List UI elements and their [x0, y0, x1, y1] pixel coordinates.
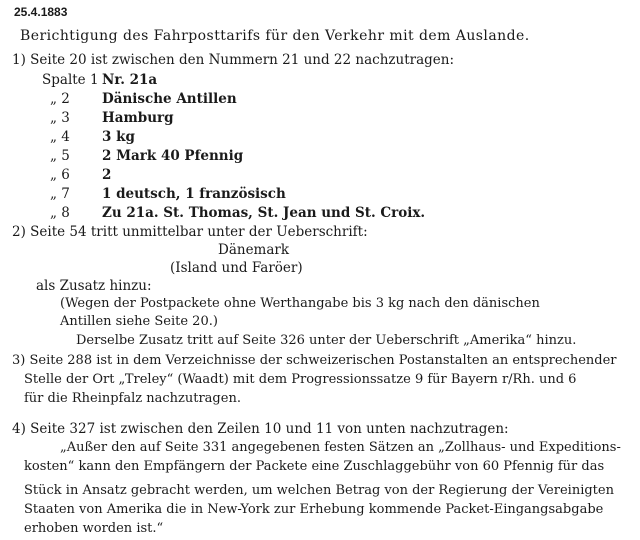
spalte-label: „ 6	[50, 167, 70, 183]
item2-heading-daenemark: Dänemark	[218, 242, 290, 258]
spalte-value: 1 deutsch, 1 französisch	[102, 186, 286, 202]
item3-line3: für die Rheinpfalz nachzutragen.	[24, 391, 241, 406]
spalte-value: 2 Mark 40 Pfennig	[102, 148, 244, 164]
item4-intro: 4) Seite 327 ist zwischen den Zeilen 10 und 11 von unten nachzutragen:	[12, 421, 509, 437]
item3-line1: 3) Seite 288 ist in dem Verzeichnisse der schweizerischen Postanstalten an entsprechender	[12, 353, 617, 368]
item2-derselbe-zusatz: Derselbe Zusatz tritt auf Seite 326 unter der Ueberschrift „Amerika“ hinzu.	[76, 333, 577, 348]
spalte-value: Zu 21a. St. Thomas, St. Jean und St. Croix.	[102, 205, 426, 221]
item2-als-zusatz: als Zusatz hinzu:	[36, 278, 152, 294]
spalte-label: „ 4	[50, 129, 70, 145]
item2-intro: 2) Seite 54 tritt unmittelbar unter der Ueberschrift:	[12, 224, 368, 240]
item3-line2: Stelle der Ort „Treley“ (Waadt) mit dem Progressionssatze 9 für Bayern r/Rh. und 6	[24, 372, 577, 387]
spalte-value: Hamburg	[102, 110, 174, 126]
spalte-label: „ 3	[50, 110, 70, 126]
item4-line2: „Außer den auf Seite 331 angegebenen festen Sätzen an „Zollhaus- und Expeditions-	[60, 440, 621, 455]
item2-heading-island: (Island und Faröer)	[170, 260, 303, 276]
spalte-value: Nr. 21a	[102, 72, 158, 88]
spalte-value: 2	[102, 167, 112, 183]
spalte-label: „ 2	[50, 91, 70, 107]
item4-line6: erhoben worden ist.“	[24, 521, 164, 536]
item1-intro: 1) Seite 20 ist zwischen den Nummern 21 und 22 nachzutragen:	[12, 52, 455, 68]
document-title: Berichtigung des Fahrposttarifs für den Verkehr mit dem Auslande.	[20, 28, 530, 44]
document-date: 25.4.1883	[14, 5, 68, 19]
spalte-label: „ 7	[50, 186, 70, 202]
item4-line5: Staaten von Amerika die in New-York zur Erhebung kommende Packet-Eingangsabgabe	[24, 502, 604, 517]
spalte-label: „ 8	[50, 205, 70, 221]
item2-note-line2: Antillen siehe Seite 20.)	[60, 314, 218, 329]
spalte-label: „ 5	[50, 148, 70, 164]
item4-line4: Stück in Ansatz gebracht werden, um welchen Betrag von der Regierung der Vereinigten	[24, 483, 614, 498]
item2-note-line1: (Wegen der Postpackete ohne Werthangabe bis 3 kg nach den dänischen	[60, 296, 540, 311]
item4-line3: kosten“ kann den Empfängern der Packete eine Zuschlaggebühr von 60 Pfennig für das	[24, 459, 605, 474]
spalte-value: Dänische Antillen	[102, 91, 237, 107]
spalte-value: 3 kg	[102, 129, 135, 145]
spalte-label: Spalte 1	[42, 72, 99, 88]
